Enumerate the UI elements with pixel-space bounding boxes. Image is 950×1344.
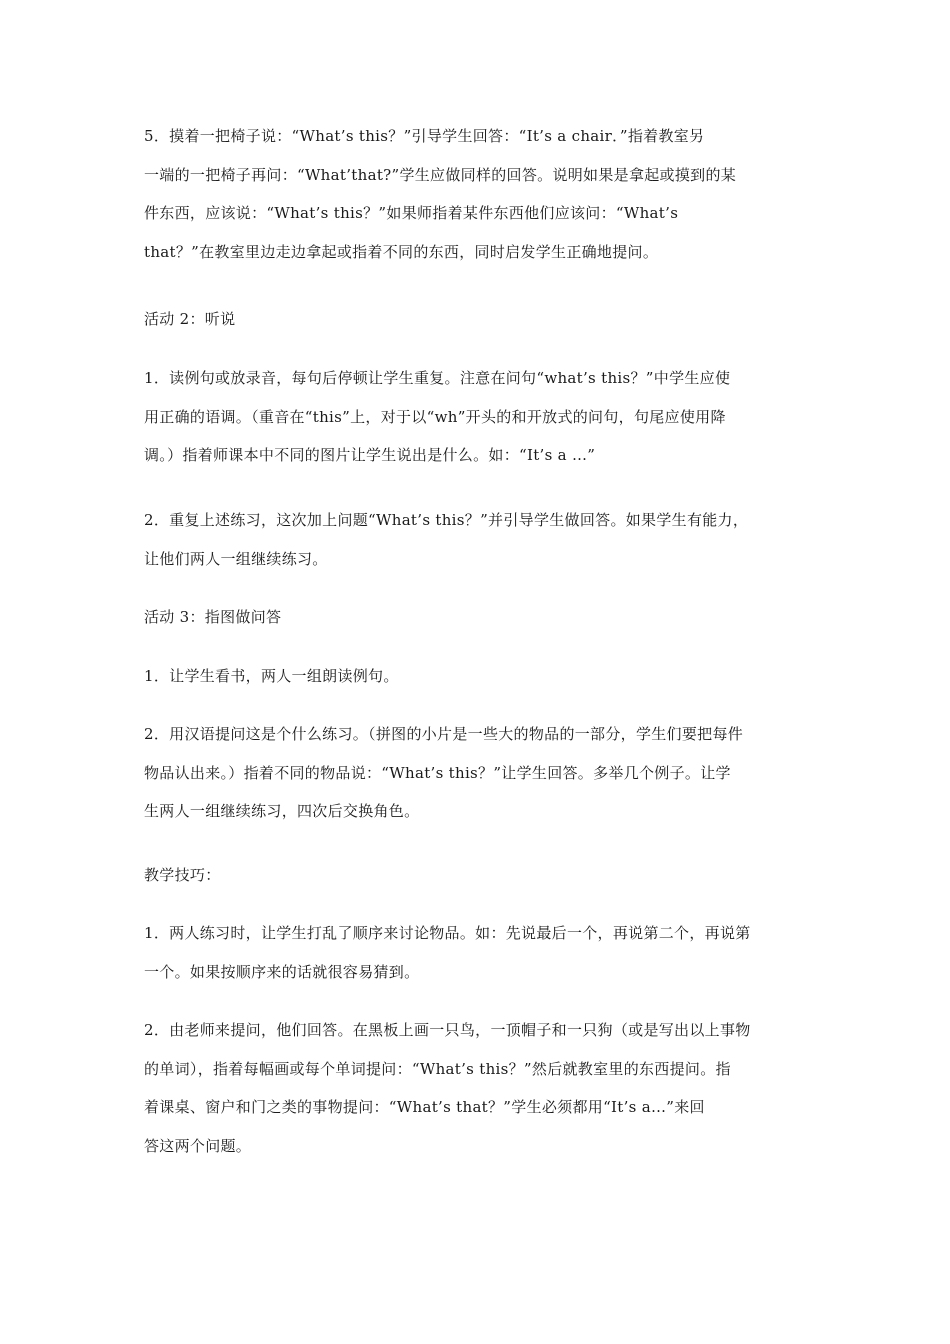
- paragraph-tip2: [144, 1011, 820, 1165]
- text-line: 1．两人练习时，让学生打乱了顺序来讨论物品。如：先说最后一个，再说第二个，再说第: [144, 924, 751, 942]
- text-line: 用正确的语调。（重音在“this”上，对于以“wh”开头的和开放式的问句，句尾应使用降: [144, 407, 726, 426]
- heading-activity-3: [144, 598, 820, 637]
- text-line: 生两人一组继续练习，四次后交换角色。: [144, 802, 420, 820]
- text-line: 让他们两人一组继续练习。: [144, 549, 328, 568]
- text-line: 1．让学生看书，两人一组朗读例句。: [144, 667, 399, 685]
- paragraph-activity3-step2: [144, 715, 820, 831]
- paragraph-tip1: [144, 914, 820, 991]
- section-heading: 教学技巧：: [144, 866, 221, 884]
- text-line: that？”在教室里边走边拿起或指着不同的东西，同时启发学生正确地提问。: [144, 242, 659, 261]
- text-line: 一端的一把椅子再问：“What’that?”学生应做同样的回答。说明如果是拿起或摸到的某: [144, 165, 737, 184]
- section-heading: 活动 2：听说: [144, 310, 236, 328]
- text-line: 1．读例句或放录音，每句后停顿让学生重复。注意在问句“what’s this？”中学生应使: [144, 369, 731, 387]
- heading-teaching-tips: [144, 856, 820, 895]
- text-line: 2．用汉语提问这是个什么练习。（拼图的小片是一些大的物品的一部分，学生们要把每件: [144, 725, 744, 743]
- paragraph-activity3-step1: [144, 657, 820, 696]
- text-line: 的单词），指着每幅画或每个单词提问：“What’s this？”然后就教室里的东西提问。指: [144, 1059, 731, 1078]
- paragraph-activity2-step2: [144, 501, 820, 578]
- heading-activity-2: [144, 300, 820, 339]
- paragraph-step5: [144, 117, 820, 271]
- text-line: 2．重复上述练习，这次加上问题“What’s this？”并引导学生做回答。如果学生有能力，: [144, 511, 749, 529]
- text-line: 5．摸着一把椅子说：“What’s this？”引导学生回答：“It’s a chair．”指着教室另: [144, 127, 705, 145]
- section-heading: 活动 3：指图做问答: [144, 608, 282, 626]
- text-line: 一个。如果按顺序来的话就很容易猜到。: [144, 962, 420, 981]
- text-line: 调。）指着师课本中不同的图片让学生说出是什么。如：“It’s a …”: [144, 446, 596, 464]
- text-line: 2．由老师来提问，他们回答。在黑板上画一只鸟，一顶帽子和一只狗（或是写出以上事物: [144, 1021, 751, 1039]
- text-line: 着课桌、窗户和门之类的事物提问：“What’s that？”学生必须都用“It’s a…”来回: [144, 1098, 705, 1116]
- text-line: 答这两个问题。: [144, 1136, 252, 1155]
- text-line: 物品认出来。）指着不同的物品说：“What’s this？”让学生回答。多举几个例子。让学: [144, 763, 731, 782]
- text-line: 件东西，应该说：“What’s this？”如果师指着某件东西他们应该问：“What’s: [144, 204, 679, 222]
- paragraph-activity2-step1: [144, 359, 820, 475]
